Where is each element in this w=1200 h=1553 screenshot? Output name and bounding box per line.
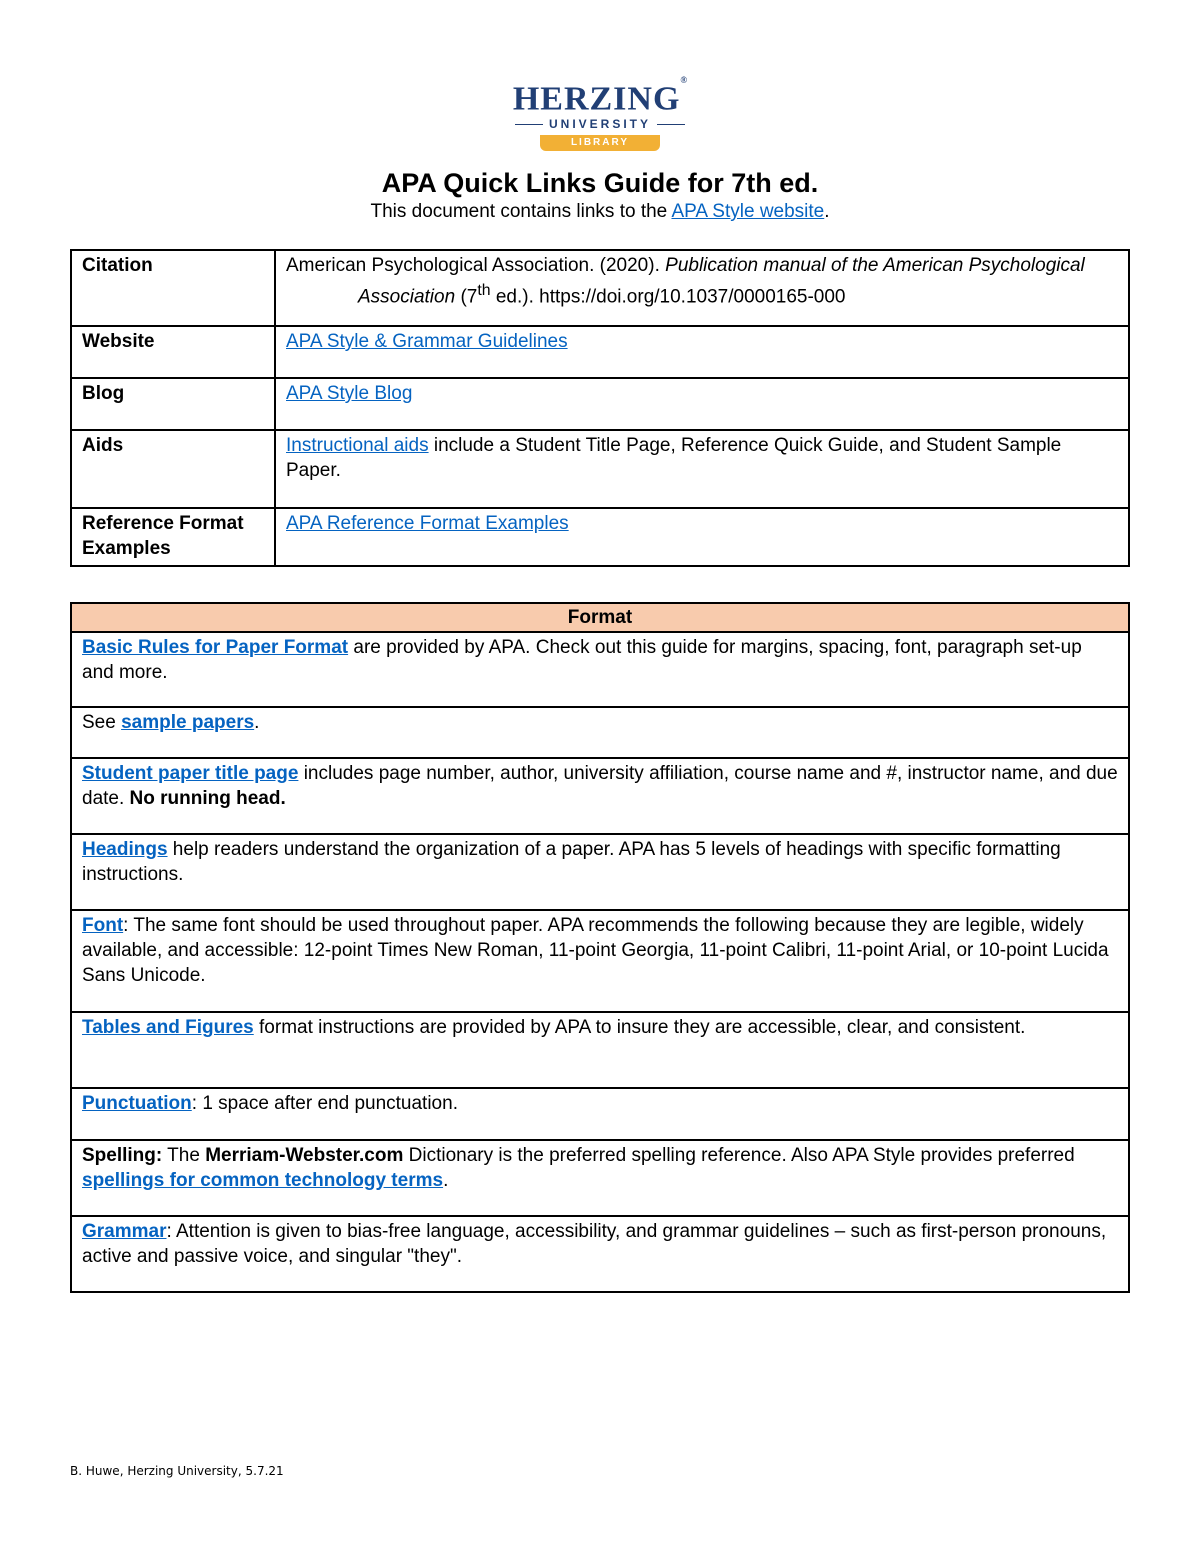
instructional-aids-link[interactable]: Instructional aids bbox=[286, 435, 429, 456]
logo-university: UNIVERSITY bbox=[548, 117, 651, 132]
table-row bbox=[71, 508, 1129, 566]
registered-mark: ® bbox=[680, 75, 688, 85]
apa-style-grammar-link[interactable]: APA Style & Grammar Guidelines bbox=[286, 331, 568, 352]
tables-figures-link[interactable]: Tables and Figures bbox=[82, 1017, 254, 1038]
headings-link[interactable]: Headings bbox=[82, 839, 168, 860]
blog-value bbox=[275, 378, 1129, 430]
table-row bbox=[71, 430, 1129, 508]
basic-rules-link[interactable]: Basic Rules for Paper Format bbox=[82, 637, 349, 658]
page-footer: B. Huwe, Herzing University, 5.7.21 bbox=[70, 1464, 284, 1478]
table-row bbox=[71, 250, 1129, 326]
font-cell: Font: The same font should be used throughout paper. APA recommends the following because they are legible, widely available, and accessible: 12-point Times New Roman, 11-point Georgia, 11-point Calibri, 11-point Arial, or 10-point Lucida Sans Unicode. bbox=[71, 910, 1129, 1012]
basic-rules-cell: Basic Rules for Paper Format are provided by APA. Check out this guide for margins, spacing, font, paragraph set-up and more. bbox=[71, 632, 1129, 707]
tables-figures-cell: Tables and Figures format instructions are provided by APA to insure they are accessible, clear, and consistent. bbox=[71, 1012, 1129, 1088]
aids-value: Instructional aids include a Student Title Page, Reference Quick Guide, and Student Sample Paper. bbox=[275, 430, 1129, 508]
sample-papers-link[interactable]: sample papers bbox=[121, 712, 255, 733]
logo-rule-right bbox=[657, 124, 685, 125]
table-row bbox=[71, 1012, 1129, 1088]
grammar-link[interactable]: Grammar bbox=[82, 1221, 167, 1242]
website-label: Website bbox=[71, 326, 275, 378]
table-row bbox=[71, 1088, 1129, 1140]
citation-label: Citation bbox=[71, 250, 275, 326]
table-row bbox=[71, 1216, 1129, 1292]
table-row bbox=[71, 1140, 1129, 1216]
citation-value: American Psychological Association. (2020). Publication manual of the American Psychological Association (7th ed.). https://doi.org/10.1037/0000165-000 bbox=[275, 250, 1129, 326]
blog-label: Blog bbox=[71, 378, 275, 430]
logo-library-tab: LIBRARY bbox=[540, 135, 660, 151]
grammar-cell: Grammar: Attention is given to bias-free language, accessibility, and grammar guidelines – such as first-person pronouns, active and passive voice, and singular "they". bbox=[71, 1216, 1129, 1292]
headings-cell: Headings help readers understand the organization of a paper. APA has 5 levels of headings with specific formatting instructions. bbox=[71, 834, 1129, 910]
spelling-cell: Spelling: The Merriam-Webster.com Dictionary is the preferred spelling reference. Also APA Style provides preferred spellings for common technology terms. bbox=[71, 1140, 1129, 1216]
apa-style-blog-link[interactable]: APA Style Blog bbox=[286, 383, 413, 404]
apa-style-website-link[interactable]: APA Style website bbox=[671, 201, 825, 222]
table-row bbox=[71, 378, 1129, 430]
aids-label: Aids bbox=[71, 430, 275, 508]
sample-papers-cell: See sample papers. bbox=[71, 707, 1129, 758]
herzing-logo bbox=[480, 76, 720, 156]
apa-reference-examples-link[interactable]: APA Reference Format Examples bbox=[286, 513, 569, 534]
page-title: APA Quick Links Guide for 7th ed. bbox=[381, 168, 819, 198]
font-link[interactable]: Font bbox=[82, 915, 124, 936]
info-table bbox=[70, 249, 1130, 567]
technology-spellings-link[interactable]: spellings for common technology terms bbox=[82, 1170, 444, 1191]
student-title-page-link[interactable]: Student paper title page bbox=[82, 763, 299, 784]
punctuation-cell: Punctuation: 1 space after end punctuation. bbox=[71, 1088, 1129, 1140]
format-table bbox=[70, 602, 1130, 1293]
table-header-row bbox=[71, 603, 1129, 632]
table-row bbox=[71, 834, 1129, 910]
reference-value bbox=[275, 508, 1129, 566]
page-subtitle: This document contains links to the APA Style website. bbox=[370, 201, 830, 222]
format-header: Format bbox=[71, 603, 1129, 632]
reference-label: Reference Format Examples bbox=[71, 508, 275, 566]
logo-rule-left bbox=[515, 124, 543, 125]
title-page-cell: Student paper title page includes page number, author, university affiliation, course name and #, instructor name, and due date. No running head. bbox=[71, 758, 1129, 834]
logo-wordmark: HERZING® bbox=[512, 75, 688, 118]
logo-university-line bbox=[480, 117, 720, 131]
punctuation-link[interactable]: Punctuation bbox=[82, 1093, 192, 1114]
table-row bbox=[71, 910, 1129, 1012]
website-value bbox=[275, 326, 1129, 378]
table-row bbox=[71, 632, 1129, 707]
table-row bbox=[71, 707, 1129, 758]
table-row bbox=[71, 758, 1129, 834]
table-row bbox=[71, 326, 1129, 378]
